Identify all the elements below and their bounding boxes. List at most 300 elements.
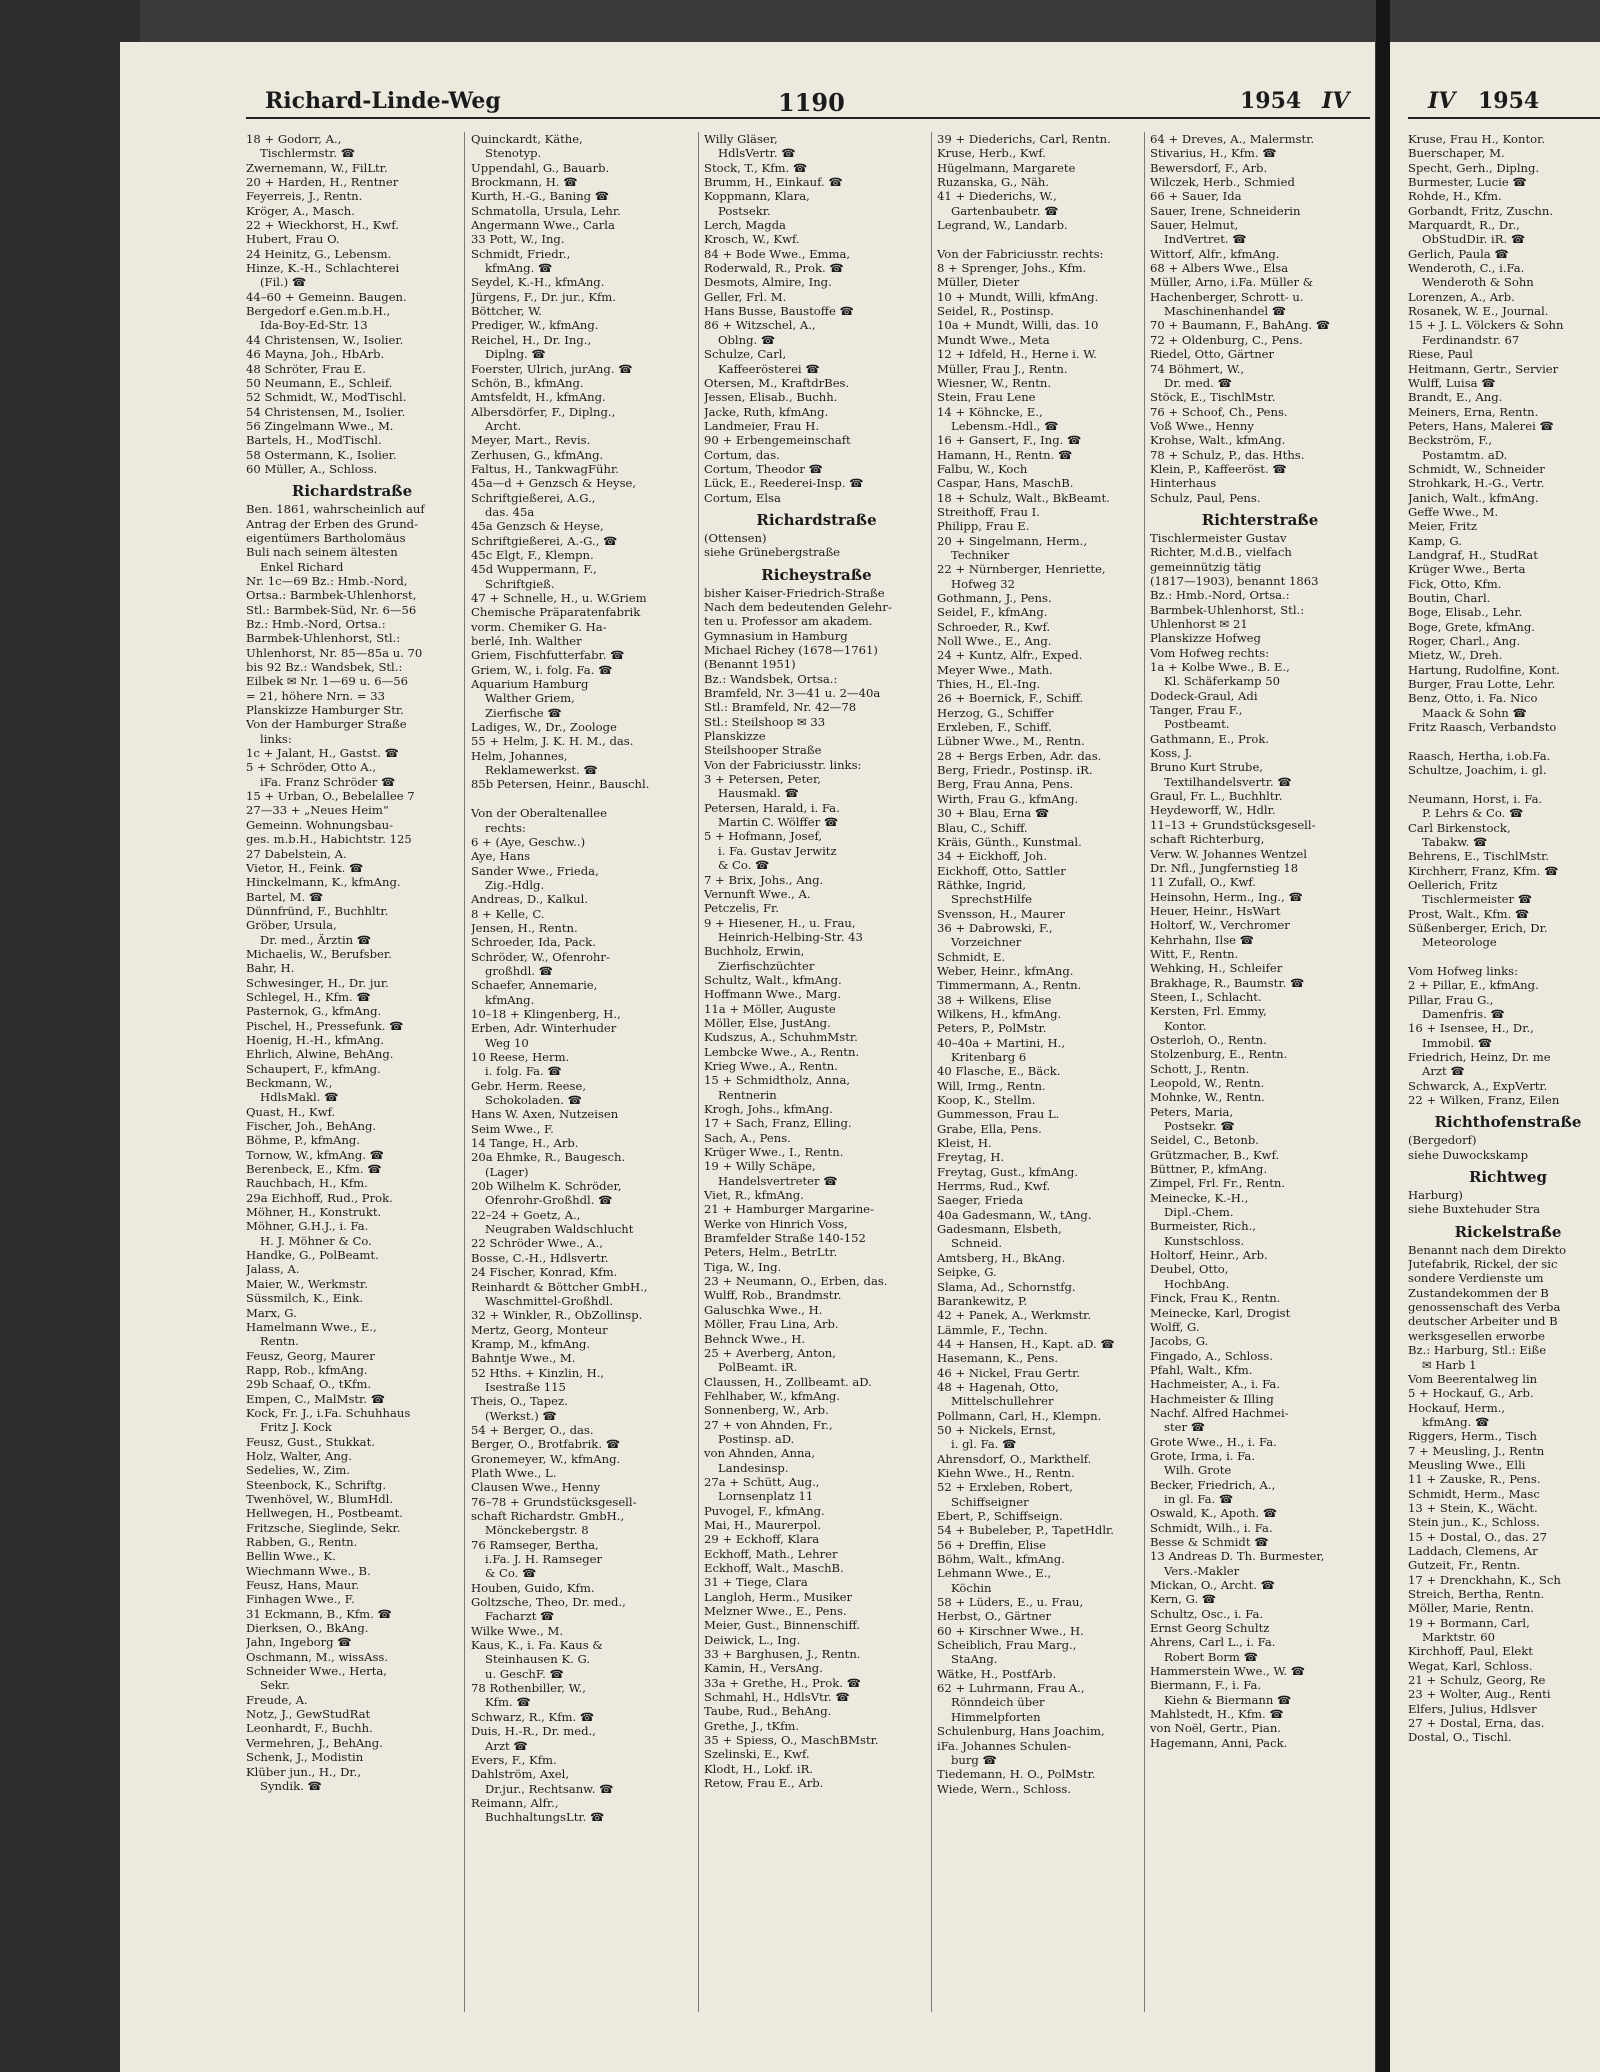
- directory-entry: Stock, T., Kfm. ☎: [704, 160, 808, 175]
- directory-column-1: [246, 132, 458, 2012]
- street-heading: Rickelstraße: [1454, 1222, 1562, 1241]
- directory-entry: Kruse, Frau H., Kontor.: [1408, 132, 1546, 146]
- directory-entry: Claussen, H., Zollbeamt. aD.: [704, 1374, 872, 1389]
- directory-entry: Burmeister, Rich.,: [1150, 1219, 1256, 1234]
- blank-line: [1408, 777, 1600, 791]
- directory-entry: Boge, Grete, kfmAng.: [1408, 619, 1535, 634]
- directory-column-2: [471, 132, 693, 2012]
- directory-entry: Gothmann, J., Pens.: [937, 591, 1052, 605]
- directory-entry: großhdl. ☎: [485, 963, 554, 978]
- directory-entry: Handke, G., PolBeamt.: [246, 1248, 379, 1263]
- directory-entry: 78 Rothenbiller, W.,: [471, 1681, 586, 1696]
- directory-entry: Möhner, H., Konstrukt.: [246, 1205, 382, 1220]
- directory-entry: 18 + Schulz, Walt., BkBeamt.: [937, 490, 1110, 505]
- directory-entry: 40a Gadesmann, W., tAng.: [937, 1207, 1092, 1222]
- directory-entry: Barankewitz, P.: [937, 1293, 1028, 1308]
- directory-entry: Dünnfründ, F., Buchhltr.: [246, 903, 389, 918]
- directory-entry: Feusz, Hans, Maur.: [246, 1578, 360, 1593]
- directory-entry: Büttner, P., kfmAng.: [1150, 1162, 1268, 1177]
- directory-entry: Müller, Dieter: [937, 275, 1020, 290]
- directory-entry: 5 + Hofmann, Josef,: [704, 829, 823, 844]
- directory-entry: Benannt nach dem Direkto: [1408, 1242, 1567, 1257]
- directory-entry: 86 + Witzschel, A.,: [704, 318, 816, 333]
- directory-entry: Neumann, Horst, i. Fa.: [1408, 791, 1543, 806]
- directory-entry: Dipl.-Chem.: [1164, 1205, 1234, 1220]
- directory-entry: Schroeder, R., Kwf.: [937, 619, 1051, 634]
- directory-entry: Riggers, Herm., Tisch: [1408, 1429, 1537, 1444]
- directory-entry: Feusz, Gust., Stukkat.: [246, 1434, 375, 1449]
- directory-entry: Prediger, W., kfmAng.: [471, 318, 599, 333]
- directory-entry: 8 + Sprenger, Johs., Kfm.: [937, 261, 1087, 276]
- directory-entry: Mietz, W., Dreh.: [1408, 648, 1503, 663]
- directory-entry: Meyer Wwe., Math.: [937, 662, 1053, 677]
- directory-entry: Schmahl, H., HdlsVtr. ☎: [704, 1690, 850, 1705]
- directory-entry: Puvogel, F., kfmAng.: [704, 1503, 825, 1518]
- directory-entry: Meinecke, Karl, Drogist: [1150, 1305, 1291, 1320]
- directory-entry: Archt.: [485, 418, 522, 433]
- directory-entry: Plath Wwe., L.: [471, 1465, 557, 1480]
- directory-entry: Wulff, Luisa ☎: [1408, 375, 1496, 390]
- directory-entry: Postinsp. aD.: [718, 1431, 795, 1446]
- directory-entry: Duis, H.-R., Dr. med.,: [471, 1724, 596, 1739]
- directory-entry: 33a + Grethe, H., Prok. ☎: [704, 1675, 862, 1690]
- directory-entry: 44 Christensen, W., Isolier.: [246, 332, 404, 347]
- directory-entry: (Fil.) ☎: [260, 275, 307, 290]
- directory-entry: Blau, C., Schiff.: [937, 820, 1028, 835]
- directory-entry: Lebensm.-Hdl., ☎: [951, 418, 1059, 433]
- directory-entry: Cortum, Elsa: [704, 490, 781, 505]
- directory-entry: Barmbek-Uhlenhorst, Stl.:: [1150, 602, 1305, 617]
- directory-entry: Schmidt, E.: [937, 949, 1006, 964]
- directory-entry: Hagemann, Anni, Pack.: [1150, 1735, 1288, 1750]
- directory-entry: Bramfelder Straße 140-152: [704, 1231, 866, 1246]
- directory-entry: Janich, Walt., kfmAng.: [1408, 490, 1539, 505]
- directory-entry: Schön, B., kfmAng.: [471, 375, 584, 390]
- directory-entry: 9 + Hiesener, H., u. Frau,: [704, 915, 856, 930]
- directory-entry: Quast, H., Kwf.: [246, 1104, 336, 1119]
- directory-entry: Meier, Fritz: [1408, 519, 1478, 534]
- directory-entry: Bz.: Wandsbek, Ortsa.:: [704, 671, 838, 686]
- blank-line: [937, 232, 1142, 246]
- directory-entry: H. J. Möhner & Co.: [260, 1233, 372, 1248]
- directory-entry: deutscher Arbeiter und B: [1408, 1314, 1558, 1329]
- directory-entry: Behnck Wwe., H.: [704, 1331, 806, 1346]
- directory-entry: Grützmacher, B., Kwf.: [1150, 1147, 1280, 1162]
- directory-entry: Twenhövel, W., BlumHdl.: [246, 1491, 394, 1506]
- directory-entry: Berg, Frau Anna, Pens.: [937, 777, 1074, 792]
- directory-entry: Feusz, Georg, Maurer: [246, 1348, 375, 1363]
- directory-entry: Kfm. ☎: [485, 1695, 531, 1710]
- directory-entry: Wirth, Frau G., kfmAng.: [937, 791, 1079, 806]
- directory-entry: Michael Richey (1678—1761): [704, 643, 878, 657]
- directory-entry: Marktstr. 60: [1422, 1630, 1496, 1645]
- directory-entry: Foerster, Ulrich, jurAng. ☎: [471, 361, 633, 376]
- directory-entry: Süssmilch, K., Eink.: [246, 1291, 364, 1306]
- directory-entry: Ofenrohr-Großhdl. ☎: [485, 1193, 613, 1208]
- directory-entry: Hamelmann Wwe., E.,: [246, 1319, 377, 1334]
- directory-entry: Holz, Walter, Ang.: [246, 1448, 352, 1463]
- directory-entry: Jensen, H., Rentn.: [471, 920, 578, 935]
- directory-entry: Landgraf, H., StudRat: [1408, 547, 1538, 562]
- directory-entry: Herzog, G., Schiffer: [937, 705, 1054, 720]
- directory-entry: Galuschka Wwe., H.: [704, 1302, 823, 1317]
- directory-entry: Fehlhaber, W., kfmAng.: [704, 1388, 840, 1403]
- directory-entry: 29 + Eckhoff, Klara: [704, 1532, 820, 1547]
- directory-entry: Buli nach seinem ältesten: [246, 545, 398, 560]
- directory-entry: SprechstHilfe: [951, 892, 1033, 907]
- directory-entry: Mittelschullehrer: [951, 1394, 1054, 1409]
- directory-entry: Kräis, Günth., Kunstmal.: [937, 834, 1082, 849]
- directory-entry: Erben, Adr. Winterhuder: [471, 1021, 617, 1036]
- directory-entry: Krieg Wwe., A., Rentn.: [704, 1058, 838, 1073]
- directory-entry: Stivarius, H., Kfm. ☎: [1150, 146, 1277, 161]
- directory-entry: von Ahnden, Anna,: [704, 1446, 816, 1461]
- directory-entry: 11 + Zauske, R., Pens.: [1408, 1472, 1541, 1487]
- directory-entry: Maack & Sohn ☎: [1422, 705, 1527, 720]
- directory-entry: Michaelis, W., Berufsber.: [246, 946, 392, 961]
- directory-entry: Uhlenhorst ✉ 21: [1150, 617, 1248, 631]
- directory-entry: Mohnke, W., Rentn.: [1150, 1090, 1265, 1105]
- directory-entry: Dr. med. ☎: [1164, 375, 1233, 390]
- directory-entry: Erxleben, F., Schiff.: [937, 720, 1052, 735]
- directory-entry: 25 + Averberg, Anton,: [704, 1345, 836, 1360]
- directory-entry: 20 + Singelmann, Herm.,: [937, 533, 1088, 548]
- directory-entry: 16 + Gansert, F., Ing. ☎: [937, 433, 1082, 448]
- directory-entry: Weber, Heinr., kfmAng.: [937, 963, 1074, 978]
- scan-left-margin: [0, 0, 140, 2072]
- directory-entry: 42 + Panek, A., Werkmstr.: [937, 1308, 1092, 1323]
- directory-entry: Rönndeich über: [951, 1695, 1045, 1710]
- directory-entry: 46 Mayna, Joh., HbArb.: [246, 347, 385, 362]
- directory-entry: Gummesson, Frau L.: [937, 1107, 1060, 1122]
- directory-entry: Zierfischzüchter: [718, 958, 815, 973]
- directory-entry: Petersen, Harald, i. Fa.: [704, 800, 840, 815]
- directory-entry: Leopold, W., Rentn.: [1150, 1076, 1265, 1090]
- directory-entry: Lorenzen, A., Arb.: [1408, 289, 1515, 304]
- directory-entry: Wittorf, Alfr., kfmAng.: [1150, 246, 1280, 261]
- directory-entry: Verw. W. Johannes Wentzel: [1150, 846, 1307, 861]
- directory-entry: ✉ Harb 1: [1422, 1357, 1477, 1372]
- directory-entry: Planskizze: [704, 729, 766, 744]
- running-head-volume: IV: [1322, 88, 1350, 114]
- directory-entry: Oswald, K., Apoth. ☎: [1150, 1506, 1278, 1521]
- directory-entry: 6 + (Aye, Geschw..): [471, 834, 586, 849]
- directory-entry: Amtsberg, H., BkAng.: [937, 1250, 1066, 1265]
- directory-entry: Deubel, Otto,: [1150, 1262, 1229, 1277]
- directory-entry: Sander Wwe., Frieda,: [471, 863, 599, 878]
- directory-entry: Gerlich, Paula ☎: [1408, 246, 1509, 261]
- directory-entry: Fischer, Joh., BehAng.: [246, 1119, 377, 1134]
- directory-entry: Barmbek-Uhlenhorst, Stl.:: [246, 631, 401, 646]
- directory-entry: Postsekr. ☎: [1164, 1119, 1235, 1134]
- directory-entry: Grote, Irma, i. Fa.: [1150, 1448, 1256, 1463]
- directory-entry: Eickhoff, Otto, Sattler: [937, 863, 1066, 878]
- directory-entry: (Werkst.) ☎: [485, 1408, 557, 1423]
- directory-entry: Pasternok, G., kfmAng.: [246, 1004, 382, 1019]
- directory-entry: Falbu, W., Koch: [937, 461, 1028, 476]
- directory-entry: Freytag, H.: [937, 1150, 1005, 1165]
- directory-entry: Vietor, H., Feink. ☎: [246, 860, 364, 875]
- directory-entry: Werke von Hinrich Voss,: [704, 1216, 848, 1231]
- directory-entry: 40–40a + Martini, H.,: [937, 1035, 1066, 1050]
- directory-entry: Uppendahl, G., Bauarb.: [471, 160, 610, 175]
- directory-entry: Schmatolla, Ursula, Lehr.: [471, 203, 621, 218]
- directory-entry: Lämmle, F., Techn.: [937, 1322, 1048, 1337]
- directory-entry: Maschinenhandel ☎: [1164, 304, 1287, 319]
- directory-entry: genossenschaft des Verba: [1408, 1300, 1561, 1315]
- directory-entry: Ladiges, W., Dr., Zoologe: [471, 720, 617, 735]
- directory-entry: Wulff, Rob., Brandmstr.: [704, 1288, 842, 1303]
- directory-entry: Schneider Wwe., Herta,: [246, 1664, 387, 1679]
- directory-entry: Clausen Wwe., Henny: [471, 1480, 601, 1495]
- directory-entry: Mundt Wwe., Meta: [937, 332, 1050, 347]
- blank-line: [1408, 950, 1600, 964]
- directory-entry: Kramp, M., kfmAng.: [471, 1336, 591, 1351]
- directory-entry: Desmots, Almire, Ing.: [704, 275, 832, 290]
- directory-entry: Arzt ☎: [1422, 1064, 1465, 1079]
- directory-entry: 44 + Hansen, H., Kapt. aD. ☎: [937, 1336, 1115, 1351]
- directory-entry: Benz, Otto, i. Fa. Nico: [1408, 691, 1538, 706]
- directory-entry: Roger, Charl., Ang.: [1408, 634, 1521, 649]
- directory-entry: Pischel, H., Pressefunk. ☎: [246, 1018, 404, 1033]
- directory-entry: (1817—1903), benannt 1863: [1150, 573, 1319, 588]
- directory-entry: Mai, H., Maurerpol.: [704, 1517, 822, 1532]
- directory-entry: Vers.-Makler: [1164, 1563, 1240, 1578]
- directory-entry: Geffe Wwe., M.: [1408, 504, 1499, 519]
- directory-entry: Berg, Friedr., Postinsp. iR.: [937, 763, 1093, 778]
- directory-entry: 39 + Diederichs, Carl, Rentn.: [937, 132, 1111, 146]
- directory-entry: 10 Reese, Herm.: [471, 1050, 570, 1064]
- page-number: 1190: [778, 88, 845, 117]
- directory-entry: Rentn.: [260, 1334, 299, 1349]
- directory-entry: Marx, G.: [246, 1305, 297, 1320]
- directory-entry: 27—33 + „Neues Heim“: [246, 803, 389, 818]
- directory-entry: Möller, Marie, Rentn.: [1408, 1601, 1534, 1616]
- directory-entry: siehe Buxtehuder Stra: [1408, 1202, 1541, 1217]
- directory-entry: Sedelies, W., Zim.: [246, 1463, 351, 1478]
- directory-entry: Meier, Gust., Binnenschiff.: [704, 1618, 860, 1633]
- directory-entry: Kleist, H.: [937, 1136, 992, 1151]
- directory-entry: Rohde, H., Kfm.: [1408, 189, 1502, 204]
- directory-entry: Hans Busse, Baustoffe ☎: [704, 304, 854, 319]
- directory-entry: Gathmann, E., Prok.: [1150, 731, 1270, 746]
- directory-entry: Viet, R., kfmAng.: [704, 1188, 804, 1203]
- directory-entry: 20a Ehmke, R., Baugesch.: [471, 1150, 626, 1165]
- directory-entry: 33 + Barghusen, J., Rentn.: [704, 1647, 861, 1662]
- directory-entry: 60 + Kirschner Wwe., H.: [937, 1623, 1084, 1638]
- directory-entry: 27a + Schütt, Aug.,: [704, 1474, 820, 1489]
- directory-entry: 46 + Nickel, Frau Gertr.: [937, 1365, 1081, 1380]
- directory-entry: 17 + Drenckhahn, K., Sch: [1408, 1572, 1561, 1587]
- directory-entry: Andreas, D., Kalkul.: [471, 892, 589, 907]
- directory-entry: Aquarium Hamburg: [471, 677, 589, 692]
- directory-entry: von Noël, Gertr., Pian.: [1150, 1721, 1281, 1736]
- directory-entry: Schulze, Carl,: [704, 347, 787, 362]
- directory-entry: Schriftgieß.: [485, 576, 555, 591]
- directory-entry: Mönckebergstr. 8: [485, 1523, 589, 1538]
- directory-entry: Quinckardt, Käthe,: [471, 132, 583, 146]
- directory-entry: Dostal, O., Tischl.: [1408, 1730, 1512, 1745]
- directory-entry: Pillar, Frau G.,: [1408, 992, 1494, 1007]
- directory-entry: Gymnasium in Hamburg: [704, 628, 848, 643]
- directory-entry: 22 + Wilken, Franz, Eilen: [1408, 1093, 1560, 1108]
- directory-entry: Reklamewerkst. ☎: [485, 763, 598, 778]
- book-gutter: [1376, 0, 1390, 2072]
- directory-entry: Jahn, Ingeborg ☎: [246, 1635, 352, 1650]
- directory-entry: Mertz, Georg, Monteur: [471, 1322, 608, 1337]
- directory-entry: Carl Birkenstock,: [1408, 820, 1511, 835]
- directory-entry: 50 + Nickels, Ernst,: [937, 1422, 1056, 1437]
- directory-entry: Nachf. Alfred Hachmei-: [1150, 1405, 1289, 1420]
- directory-entry: Wätke, H., PostfArb.: [937, 1666, 1057, 1681]
- directory-entry: Kaffeerösterei ☎: [718, 361, 820, 376]
- directory-entry: Stl.: Bramfeld, Nr. 42—78: [704, 700, 857, 715]
- directory-entry: Hachmeister, A., i. Fa.: [1150, 1377, 1281, 1392]
- directory-entry: Landesinsp.: [718, 1460, 789, 1475]
- directory-entry: Behrens, E., TischlMstr.: [1408, 849, 1550, 864]
- directory-entry: i.Fa. J. H. Ramseger: [485, 1552, 603, 1567]
- directory-entry: Finhagen Wwe., F.: [246, 1592, 355, 1607]
- directory-entry: Böhm, Walt., kfmAng.: [937, 1552, 1065, 1567]
- directory-entry: Amtsfeldt, H., kfmAng.: [471, 390, 606, 405]
- directory-entry: Ortsa.: Barmbek-Uhlenhorst,: [246, 588, 417, 603]
- directory-entry: Melzner Wwe., E., Pens.: [704, 1604, 847, 1619]
- directory-entry: ten u. Professor am akadem.: [704, 614, 873, 629]
- directory-entry: Jacobs, G.: [1150, 1334, 1209, 1349]
- directory-entry: Schwarck, A., ExpVertr.: [1408, 1078, 1548, 1093]
- directory-entry: Empen, C., MalMstr. ☎: [246, 1391, 386, 1406]
- directory-entry: Klodt, H., Lokf. iR.: [704, 1761, 814, 1776]
- directory-entry: Heydeworff, W., Hdlr.: [1150, 803, 1276, 818]
- directory-entry: Tischlermstr. ☎: [260, 146, 356, 161]
- street-heading: Richardstraße: [291, 482, 413, 501]
- directory-entry: Schmidt, Herm., Masc: [1408, 1486, 1540, 1501]
- directory-entry: Müller, Arno, i.Fa. Müller &: [1150, 275, 1314, 290]
- directory-entry: siehe Duwockskamp: [1408, 1147, 1529, 1162]
- directory-entry: Bartels, H., ModTischl.: [246, 433, 382, 448]
- directory-entry: Koop, K., Stellm.: [937, 1093, 1036, 1108]
- directory-entry: das. 45a: [485, 504, 535, 519]
- directory-entry: Deiwick, L., Ing.: [704, 1632, 801, 1647]
- directory-entry: 22–24 + Goetz, A.,: [471, 1207, 581, 1222]
- directory-entry: Buchholz, Erwin,: [704, 944, 805, 959]
- running-head-street: Richard-Linde-Weg: [265, 88, 501, 114]
- directory-entry: Bosse, C.-H., Hdlsvertr.: [471, 1250, 609, 1265]
- directory-entry: Gadesmann, Elsbeth,: [937, 1222, 1062, 1237]
- directory-entry: Herrms, Rud., Kwf.: [937, 1179, 1051, 1194]
- directory-entry: IndVertret. ☎: [1164, 232, 1247, 247]
- directory-entry: Vermehren, J., BehAng.: [246, 1735, 383, 1750]
- directory-column-3: [704, 132, 929, 2012]
- directory-entry: Eckhoff, Math., Lehrer: [704, 1546, 838, 1561]
- directory-entry: Hachmeister & Illing: [1150, 1391, 1274, 1406]
- directory-entry: Brumm, H., Einkauf. ☎: [704, 175, 843, 190]
- directory-entry: Retow, Frau E., Arb.: [704, 1776, 824, 1791]
- directory-entry: Krogh, Johs., kfmAng.: [704, 1102, 833, 1116]
- directory-entry: Schroeder, Ida, Pack.: [471, 935, 596, 950]
- directory-entry: Riedel, Otto, Gärtner: [1150, 347, 1275, 362]
- directory-entry: Vom Hofweg rechts:: [1150, 645, 1270, 660]
- directory-entry: Witt, F., Rentn.: [1150, 946, 1239, 961]
- directory-entry: werksgesellen erworbe: [1408, 1328, 1545, 1343]
- directory-entry: 78 + Schulz, P., das. Hths.: [1150, 447, 1305, 462]
- directory-entry: Evers, F., Kfm.: [471, 1752, 557, 1767]
- directory-entry: 56 + Dreffin, Elise: [937, 1537, 1047, 1552]
- directory-entry: Angermann Wwe., Carla: [471, 218, 615, 233]
- directory-entry: Mickan, O., Archt. ☎: [1150, 1578, 1276, 1593]
- directory-entry: 13 + Stein, K., Wächt.: [1408, 1500, 1538, 1515]
- directory-entry: Notz, J., GewStudRat: [246, 1707, 371, 1722]
- directory-entry: Heinsohn, Herm., Ing., ☎: [1150, 889, 1303, 904]
- directory-entry: Albersdörfer, F., Diplng.,: [471, 404, 616, 419]
- directory-entry: Hamann, H., Rentn. ☎: [937, 447, 1073, 462]
- street-heading: Richthofenstraße: [1434, 1113, 1582, 1132]
- directory-entry: Sauer, Helmut,: [1150, 218, 1239, 233]
- directory-entry: 70 + Baumann, F., BahAng. ☎: [1150, 318, 1331, 333]
- directory-entry: kfmAng.: [485, 992, 535, 1007]
- directory-entry: Ehrlich, Alwine, BehAng.: [246, 1047, 394, 1062]
- directory-entry: Dierksen, O., BkAng.: [246, 1621, 369, 1636]
- directory-entry: 19 + Willy Schäpe,: [704, 1159, 816, 1174]
- directory-entry: Stein jun., K., Schloss.: [1408, 1515, 1540, 1530]
- directory-entry: 1a + Kolbe Wwe., B. E.,: [1150, 660, 1290, 675]
- directory-entry: Graul, Fr. L., Buchhltr.: [1150, 789, 1283, 804]
- directory-entry: 27 + von Ahnden, Fr.,: [704, 1417, 833, 1432]
- directory-entry: Lornsenplatz 11: [718, 1489, 814, 1504]
- directory-entry: Wiechmann Wwe., B.: [246, 1563, 371, 1578]
- directory-entry: bis 92 Bz.: Wandsbek, Stl.:: [246, 660, 403, 675]
- directory-entry: Chemische Präparatenfabrik: [471, 605, 641, 620]
- directory-entry: Kirchherr, Franz, Kfm. ☎: [1408, 863, 1559, 878]
- directory-entry: 32 + Winkler, R., ObZollinsp.: [471, 1308, 643, 1323]
- directory-entry: Kurth, H.-G., Baning ☎: [471, 189, 610, 204]
- directory-entry: ges. m.b.H., Habichtstr. 125: [246, 832, 412, 847]
- directory-entry: Möller, Frau Lina, Arb.: [704, 1317, 839, 1332]
- directory-entry: 60 Müller, A., Schloss.: [246, 461, 378, 476]
- directory-entry: Kritenbarg 6: [951, 1050, 1027, 1064]
- directory-entry: Grote Wwe., H., i. Fa.: [1150, 1434, 1277, 1449]
- directory-entry: Fritzsche, Sieglinde, Sekr.: [246, 1520, 401, 1535]
- directory-entry: Schmidt, Friedr.,: [471, 246, 571, 261]
- directory-entry: Brockmann, H. ☎: [471, 175, 578, 190]
- directory-entry: Kehrhahn, Ilse ☎: [1150, 932, 1255, 947]
- directory-entry: 12 + Idfeld, H., Herne i. W.: [937, 347, 1097, 362]
- directory-entry: Becker, Friedrich, A.,: [1150, 1477, 1276, 1492]
- directory-entry: Nach dem bedeutenden Gelehr-: [704, 599, 892, 614]
- directory-entry: Stolzenburg, E., Rentn.: [1150, 1047, 1288, 1062]
- directory-entry: Martin C. Wölffer ☎: [718, 815, 839, 830]
- directory-entry: Bz.: Hmb.-Nord, Ortsa.:: [246, 617, 386, 631]
- directory-entry: kfmAng. ☎: [485, 261, 553, 276]
- directory-entry: Kudszus, A., SchuhmMstr.: [704, 1030, 858, 1045]
- directory-entry: schaft Richardstr. GmbH.,: [471, 1509, 625, 1523]
- directory-entry: Berenbeck, E., Kfm. ☎: [246, 1162, 382, 1177]
- directory-entry: 23 + Wolter, Aug., Renti: [1408, 1687, 1551, 1702]
- directory-entry: Handelsvertreter ☎: [718, 1173, 838, 1188]
- directory-entry: 40 Flasche, E., Bäck.: [937, 1064, 1061, 1079]
- directory-entry: Scheiblich, Frau Marg.,: [937, 1638, 1077, 1653]
- directory-entry: Biermann, F., i. Fa.: [1150, 1678, 1262, 1693]
- directory-entry: Sekr.: [260, 1678, 290, 1693]
- directory-entry: 38 + Wilkens, Elise: [937, 992, 1052, 1007]
- directory-entry: Petczelis, Fr.: [704, 901, 779, 916]
- directory-entry: Bartel, M. ☎: [246, 889, 324, 904]
- directory-entry: 15 + J. L. Völckers & Sohn: [1408, 318, 1564, 333]
- directory-entry: Oellerich, Fritz: [1408, 877, 1498, 892]
- directory-entry: Isestraße 115: [485, 1379, 566, 1394]
- directory-entry: Walther Griem,: [485, 691, 575, 706]
- directory-entry: 48 Schröter, Frau E.: [246, 361, 366, 376]
